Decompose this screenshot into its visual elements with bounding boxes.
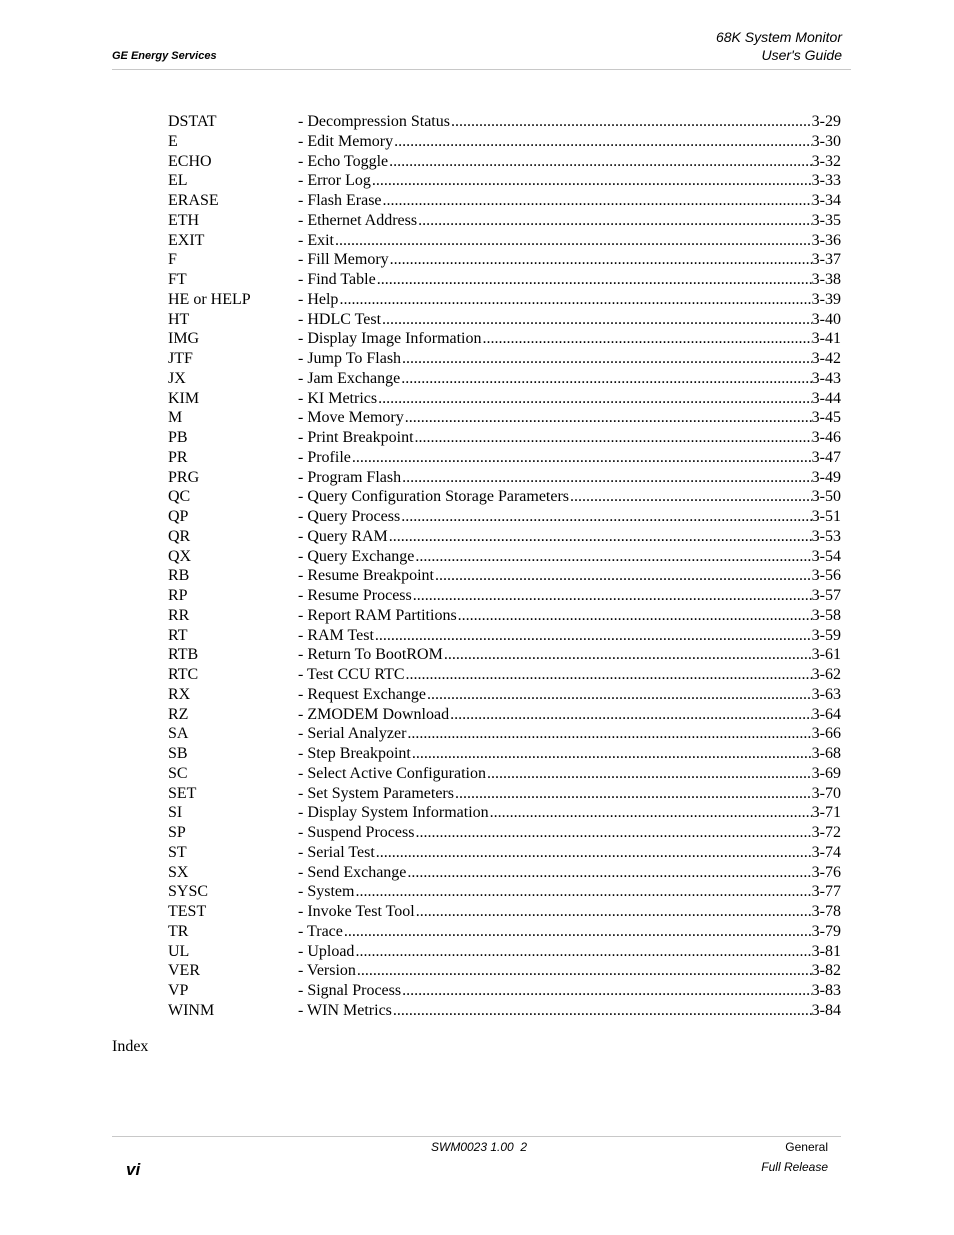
- page-reference: 3-42: [811, 350, 841, 367]
- command-name: RT: [168, 626, 188, 644]
- toc-row: [168, 369, 841, 389]
- dot-leader: [343, 922, 812, 942]
- page-reference: 3-44: [811, 389, 841, 407]
- toc-entry: [298, 507, 841, 527]
- toc-row: [168, 902, 841, 922]
- toc-entry: [298, 211, 841, 231]
- toc-row: [168, 606, 841, 626]
- page-reference: 3-74: [811, 843, 841, 861]
- page-reference: 3-83: [811, 982, 841, 999]
- dot-leader: [405, 665, 812, 685]
- document-title-line-1: 68K System Monitor: [715, 29, 842, 45]
- toc-row: [168, 428, 841, 448]
- toc-row: [168, 843, 841, 863]
- toc-row: [168, 329, 841, 349]
- toc-entry: [298, 922, 841, 942]
- dot-leader: [392, 1001, 812, 1021]
- toc-entry: [298, 942, 841, 962]
- command-description: - Fill Memory: [298, 251, 389, 269]
- command-description: - Jam Exchange: [298, 369, 401, 387]
- index-entry: Index: [112, 1038, 149, 1055]
- toc-row: [168, 823, 841, 843]
- command-name: UL: [168, 942, 190, 960]
- command-description: - Upload: [298, 942, 355, 960]
- command-name: JX: [168, 369, 186, 387]
- command-name: M: [168, 409, 183, 427]
- page-reference: 3-43: [811, 369, 841, 387]
- command-name: RX: [168, 685, 191, 703]
- page-reference: 3-62: [811, 666, 841, 683]
- dot-leader: [414, 547, 811, 567]
- release-status: Full Release: [761, 1160, 828, 1174]
- command-description: - Version: [298, 962, 356, 980]
- page-reference: 3-30: [811, 132, 841, 150]
- toc-row: [168, 112, 841, 132]
- dot-leader: [354, 942, 811, 962]
- dot-leader: [411, 744, 812, 764]
- command-description: - Decompression Status: [298, 113, 450, 130]
- command-name: PR: [168, 448, 188, 466]
- page-reference: 3-37: [811, 251, 841, 269]
- command-description: - Report RAM Partitions: [298, 606, 457, 624]
- command-description: - Jump To Flash: [298, 350, 402, 367]
- command-name: ECHO: [168, 152, 212, 170]
- dot-leader: [434, 566, 812, 586]
- toc-row: [168, 310, 841, 330]
- command-description: - Profile: [298, 448, 351, 466]
- toc-row: [168, 487, 841, 507]
- toc-entry: [298, 310, 841, 330]
- dot-leader: [406, 863, 811, 883]
- toc-row: [168, 152, 841, 172]
- toc-entry: [298, 902, 841, 922]
- command-description: - Display System Information: [298, 804, 489, 822]
- command-description: - ZMODEM Download: [298, 705, 450, 723]
- toc-entry: [298, 290, 841, 310]
- command-name: RTC: [168, 666, 199, 683]
- toc-row: [168, 922, 841, 942]
- toc-row: [168, 211, 841, 231]
- page-reference: 3-77: [811, 883, 841, 901]
- toc-row: [168, 171, 841, 191]
- toc-entry: [298, 705, 841, 725]
- page-reference: 3-33: [811, 172, 841, 190]
- dot-leader: [401, 349, 812, 369]
- toc-entry: [298, 389, 841, 409]
- toc-row: [168, 961, 841, 981]
- dot-leader: [338, 290, 811, 310]
- release-category: General: [785, 1140, 828, 1154]
- command-name: RR: [168, 606, 190, 624]
- page-reference: 3-84: [811, 1001, 841, 1019]
- toc-row: [168, 803, 841, 823]
- dot-leader: [377, 389, 812, 409]
- command-description: - Echo Toggle: [298, 152, 389, 170]
- toc-row: [168, 408, 841, 428]
- command-description: - Move Memory: [298, 409, 404, 427]
- page-reference: 3-58: [811, 606, 841, 624]
- command-description: - Flash Erase: [298, 192, 382, 209]
- command-name: RB: [168, 567, 190, 585]
- command-name: ETH: [168, 211, 200, 229]
- toc-entry: [298, 744, 841, 764]
- toc-row: [168, 724, 841, 744]
- command-name: PRG: [168, 468, 200, 486]
- dot-leader: [414, 823, 811, 843]
- dot-leader: [415, 902, 812, 922]
- dot-leader: [489, 803, 812, 823]
- toc-entry: [298, 369, 841, 389]
- command-name: TR: [168, 922, 189, 940]
- command-name: RP: [168, 587, 188, 604]
- command-name: KIM: [168, 389, 200, 407]
- command-description: - Program Flash: [298, 468, 402, 486]
- command-name: SX: [168, 863, 189, 881]
- dot-leader: [381, 310, 812, 330]
- toc-row: [168, 507, 841, 527]
- page-reference: 3-57: [811, 587, 841, 604]
- toc-entry: [298, 606, 841, 626]
- dot-leader: [401, 468, 812, 488]
- dot-leader: [393, 132, 812, 152]
- toc-entry: [298, 566, 841, 586]
- toc-entry: [298, 823, 841, 843]
- page-reference: 3-29: [811, 113, 841, 130]
- command-name: VER: [168, 962, 200, 980]
- footer-divider: [112, 1136, 841, 1137]
- toc-entry: [298, 724, 841, 744]
- dot-leader: [356, 961, 812, 981]
- command-name: QC: [168, 488, 191, 506]
- dot-leader: [382, 191, 812, 211]
- command-name: EL: [168, 172, 188, 190]
- toc-row: [168, 645, 841, 665]
- dot-leader: [389, 250, 812, 270]
- toc-entry: [298, 626, 841, 646]
- page-reference: 3-34: [811, 192, 841, 209]
- toc-row: [168, 231, 841, 251]
- dot-leader: [426, 685, 812, 705]
- toc-row: [168, 586, 841, 606]
- command-description: - WIN Metrics: [298, 1001, 392, 1019]
- command-name: DSTAT: [168, 113, 217, 130]
- toc-row: [168, 132, 841, 152]
- command-description: - Query Exchange: [298, 547, 415, 565]
- page-number: vi: [126, 1160, 141, 1179]
- toc-entry: [298, 764, 841, 784]
- page-reference: 3-59: [811, 626, 841, 644]
- page-reference: 3-72: [811, 824, 841, 841]
- toc-row: [168, 665, 841, 685]
- command-description: - Trace: [298, 922, 343, 940]
- command-description: - Edit Memory: [298, 132, 394, 150]
- toc-entry: [298, 882, 841, 902]
- command-description: - Exit: [298, 231, 334, 249]
- dot-leader: [450, 112, 812, 132]
- command-description: - Select Active Configuration: [298, 764, 486, 782]
- page-reference: 3-76: [811, 863, 841, 881]
- command-description: - Display Image Information: [298, 330, 482, 348]
- page-reference: 3-70: [811, 784, 841, 802]
- toc-entry: [298, 428, 841, 448]
- dot-leader: [412, 586, 812, 606]
- toc-entry: [298, 547, 841, 567]
- command-description: - Return To BootROM: [298, 646, 443, 664]
- toc-row: [168, 468, 841, 488]
- command-description: - KI Metrics: [298, 389, 378, 407]
- command-description: - Invoke Test Tool: [298, 903, 415, 920]
- toc-entry: [298, 1001, 841, 1021]
- command-name: TEST: [168, 903, 207, 920]
- dot-leader: [375, 843, 812, 863]
- command-name: QX: [168, 547, 192, 565]
- command-name: QR: [168, 527, 191, 545]
- command-name: SI: [168, 804, 183, 822]
- command-name: VP: [168, 982, 189, 999]
- toc-entry: [298, 329, 841, 349]
- page-reference: 3-61: [811, 646, 841, 664]
- command-name: SET: [168, 784, 197, 802]
- dot-leader: [482, 329, 812, 349]
- command-name: SB: [168, 745, 188, 762]
- page-reference: 3-46: [811, 429, 841, 446]
- page-reference: 3-71: [811, 804, 841, 822]
- command-name: SA: [168, 725, 189, 743]
- toc-row: [168, 863, 841, 883]
- command-description: - System: [298, 883, 355, 901]
- dot-leader: [334, 231, 812, 251]
- dot-leader: [401, 981, 812, 1001]
- command-description: - HDLC Test: [298, 310, 382, 328]
- command-description: - Step Breakpoint: [298, 745, 411, 762]
- dot-leader: [569, 487, 812, 507]
- command-description: - Query RAM: [298, 527, 388, 545]
- dot-leader: [374, 626, 812, 646]
- command-name: E: [168, 132, 178, 150]
- command-name: EXIT: [168, 231, 205, 249]
- toc-row: [168, 566, 841, 586]
- toc-row: [168, 685, 841, 705]
- command-description: - Error Log: [298, 172, 371, 190]
- command-description: - Ethernet Address: [298, 211, 418, 229]
- command-description: - Help: [298, 290, 339, 308]
- toc-row: [168, 705, 841, 725]
- toc-entry: [298, 645, 841, 665]
- dot-leader: [400, 369, 811, 389]
- command-description: - Send Exchange: [298, 863, 407, 881]
- toc-entry: [298, 487, 841, 507]
- toc-entry: [298, 527, 841, 547]
- command-name: RTB: [168, 646, 199, 664]
- toc-entry: [298, 468, 841, 488]
- toc-entry: [298, 152, 841, 172]
- toc-entry: [298, 665, 841, 685]
- page-reference: 3-50: [811, 488, 841, 506]
- page-reference: 3-54: [811, 547, 841, 565]
- page-reference: 3-38: [811, 271, 841, 288]
- toc-entry: [298, 349, 841, 369]
- command-name: SP: [168, 824, 186, 841]
- page-reference: 3-78: [811, 903, 841, 920]
- toc-entry: [298, 270, 841, 290]
- document-title-line-2: User's Guide: [761, 47, 842, 63]
- command-name: IMG: [168, 330, 200, 348]
- toc-entry: [298, 408, 841, 428]
- page-reference: 3-82: [811, 962, 841, 980]
- toc-entry: [298, 448, 841, 468]
- toc-row: [168, 389, 841, 409]
- page-reference: 3-39: [811, 290, 841, 308]
- page-reference: 3-79: [811, 922, 841, 940]
- toc-row: [168, 882, 841, 902]
- page-reference: 3-35: [811, 211, 841, 229]
- page-reference: 3-68: [811, 745, 841, 762]
- toc-row: [168, 527, 841, 547]
- toc-row: [168, 981, 841, 1001]
- toc-entry: [298, 231, 841, 251]
- toc-row: [168, 942, 841, 962]
- dot-leader: [388, 152, 812, 172]
- header-divider: [112, 69, 851, 70]
- toc-row: [168, 1001, 841, 1021]
- command-name: JTF: [168, 350, 193, 367]
- dot-leader: [388, 527, 812, 547]
- dot-leader: [406, 724, 811, 744]
- page-reference: 3-40: [811, 310, 841, 328]
- toc-entry: [298, 863, 841, 883]
- toc-entry: [298, 586, 841, 606]
- command-description: - Signal Process: [298, 982, 402, 999]
- page-reference: 3-53: [811, 527, 841, 545]
- dot-leader: [457, 606, 812, 626]
- command-description: - Request Exchange: [298, 685, 426, 703]
- toc-row: [168, 290, 841, 310]
- dot-leader: [449, 705, 812, 725]
- toc-row: [168, 250, 841, 270]
- command-description: - Set System Parameters: [298, 784, 454, 802]
- toc-row: [168, 744, 841, 764]
- toc-row: [168, 448, 841, 468]
- page-reference: 3-32: [811, 152, 841, 170]
- command-description: - Query Configuration Storage Parameters: [298, 488, 570, 506]
- command-description: - Suspend Process: [298, 824, 415, 841]
- page-reference: 3-49: [811, 468, 841, 486]
- command-description: - Query Process: [298, 508, 401, 525]
- dot-leader: [354, 882, 811, 902]
- toc-row: [168, 191, 841, 211]
- toc-entry: [298, 981, 841, 1001]
- command-name: FT: [168, 271, 187, 288]
- toc-entry: [298, 803, 841, 823]
- command-description: - RAM Test: [298, 626, 374, 644]
- toc-row: [168, 784, 841, 804]
- page-reference: 3-36: [811, 231, 841, 249]
- dot-leader: [400, 507, 811, 527]
- command-name: HT: [168, 310, 190, 328]
- toc-row: [168, 764, 841, 784]
- page-reference: 3-45: [811, 409, 841, 427]
- document-number: SWM0023 1.00 2: [431, 1140, 528, 1154]
- command-name: SYSC: [168, 883, 209, 901]
- toc-entry: [298, 250, 841, 270]
- company-name: GE Energy Services: [112, 50, 217, 62]
- table-of-contents: [168, 112, 841, 1021]
- command-description: - Resume Process: [298, 587, 412, 604]
- command-name: PB: [168, 429, 188, 446]
- dot-leader: [443, 645, 812, 665]
- toc-entry: [298, 112, 841, 132]
- command-description: - Test CCU RTC: [298, 666, 405, 683]
- command-name: SC: [168, 764, 188, 782]
- toc-row: [168, 626, 841, 646]
- dot-leader: [351, 448, 812, 468]
- page-reference: 3-66: [811, 725, 841, 743]
- toc-row: [168, 349, 841, 369]
- toc-entry: [298, 843, 841, 863]
- page-reference: 3-64: [811, 705, 841, 723]
- toc-entry: [298, 784, 841, 804]
- command-name: ST: [168, 843, 187, 861]
- dot-leader: [417, 211, 812, 231]
- command-name: F: [168, 251, 177, 269]
- dot-leader: [486, 764, 812, 784]
- dot-leader: [454, 784, 812, 804]
- page-reference: 3-41: [811, 330, 841, 348]
- page-reference: 3-47: [811, 448, 841, 466]
- command-name: WINM: [168, 1001, 215, 1019]
- toc-row: [168, 270, 841, 290]
- command-description: - Resume Breakpoint: [298, 567, 434, 585]
- toc-entry: [298, 685, 841, 705]
- page-reference: 3-81: [811, 942, 841, 960]
- page-reference: 3-63: [811, 685, 841, 703]
- page-reference: 3-56: [811, 567, 841, 585]
- command-description: - Print Breakpoint: [298, 429, 414, 446]
- toc-entry: [298, 961, 841, 981]
- dot-leader: [414, 428, 812, 448]
- command-description: - Serial Test: [298, 843, 375, 861]
- command-description: - Find Table: [298, 271, 376, 288]
- command-name: RZ: [168, 705, 189, 723]
- document-title: [716, 28, 842, 64]
- command-name: ERASE: [168, 192, 219, 209]
- dot-leader: [376, 270, 812, 290]
- command-description: - Serial Analyzer: [298, 725, 407, 743]
- page-reference: 3-69: [811, 764, 841, 782]
- command-name: HE or HELP: [168, 290, 251, 308]
- page-reference: 3-51: [811, 508, 841, 525]
- command-name: QP: [168, 508, 189, 525]
- dot-leader: [404, 408, 812, 428]
- toc-row: [168, 547, 841, 567]
- toc-entry: [298, 171, 841, 191]
- dot-leader: [371, 171, 812, 191]
- toc-entry: [298, 132, 841, 152]
- toc-entry: [298, 191, 841, 211]
